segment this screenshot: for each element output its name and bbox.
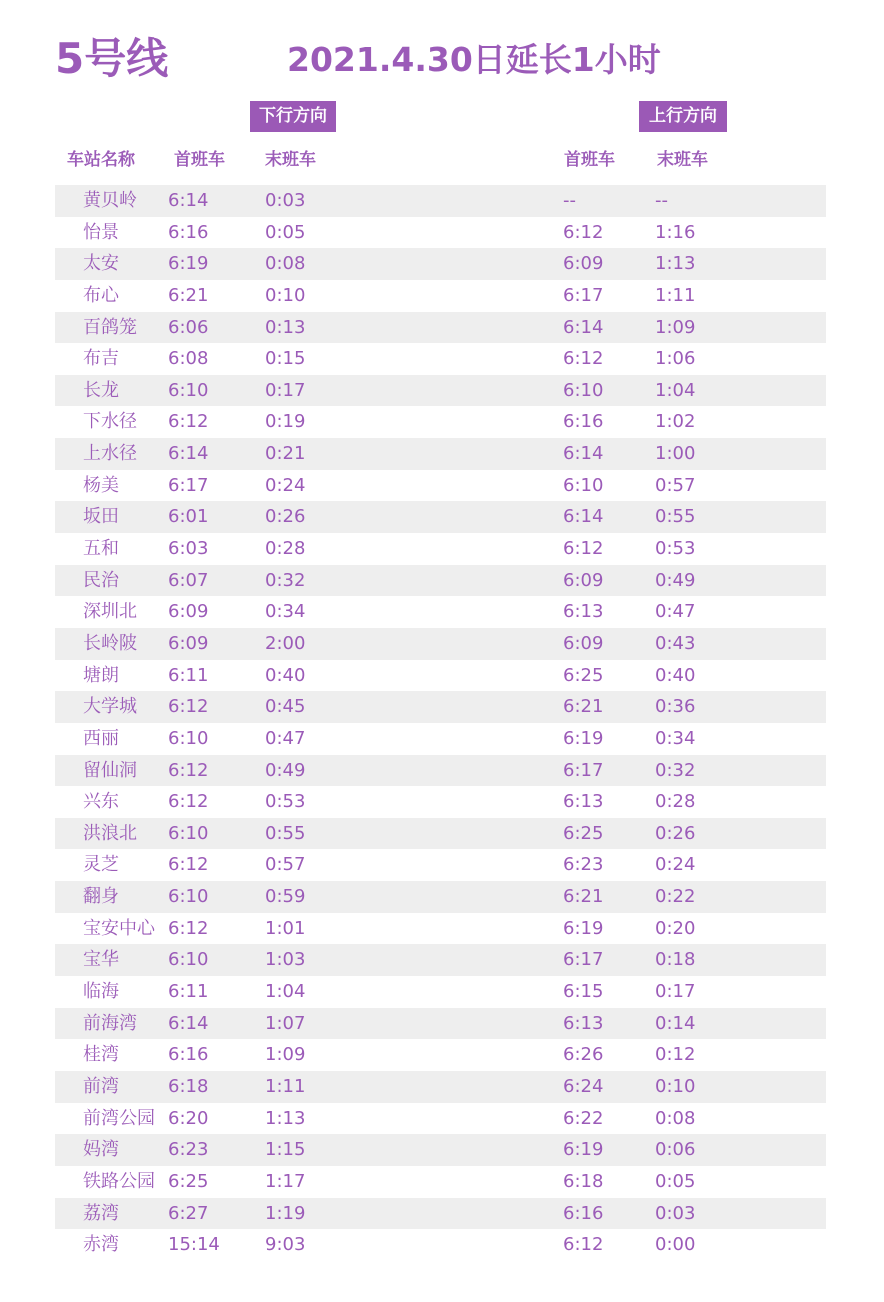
down-last-train-time: 0:13	[265, 316, 306, 338]
up-last-train-time: 0:34	[655, 727, 696, 749]
up-last-train-time: 0:06	[655, 1139, 696, 1161]
up-last-train-time: 1:06	[655, 348, 696, 370]
down-last-train-time: 1:19	[265, 1202, 306, 1224]
up-first-train-time: 6:25	[563, 664, 604, 686]
table-row	[55, 849, 826, 881]
down-first-train-time: 6:14	[168, 1012, 209, 1034]
station-name: 桂湾	[83, 1044, 119, 1066]
table-row	[55, 406, 826, 438]
up-last-train-time: 0:03	[655, 1202, 696, 1224]
up-first-train-time: 6:10	[563, 474, 604, 496]
up-first-train-time: 6:14	[563, 316, 604, 338]
up-first-train-time: 6:17	[563, 284, 604, 306]
up-first-train-time: 6:12	[563, 221, 604, 243]
up-last-train-time: 0:12	[655, 1044, 696, 1066]
station-name: 宝华	[83, 949, 119, 971]
down-last-train-time: 1:15	[265, 1139, 306, 1161]
up-last-train-time: 0:17	[655, 981, 696, 1003]
table-row	[55, 1103, 826, 1135]
up-first-train-time: 6:12	[563, 538, 604, 560]
table-row	[55, 913, 826, 945]
station-name: 怡景	[83, 221, 119, 243]
down-last-train-time: 0:49	[265, 759, 306, 781]
station-name: 兴东	[83, 791, 119, 813]
column-header-station: 车站名称	[67, 150, 135, 170]
up-last-train-time: 0:28	[655, 791, 696, 813]
timetable	[55, 185, 826, 1261]
up-first-train-time: 6:16	[563, 411, 604, 433]
up-last-train-time: 0:49	[655, 569, 696, 591]
station-name: 布吉	[83, 348, 119, 370]
down-last-train-time: 0:28	[265, 538, 306, 560]
up-last-train-time: --	[655, 190, 668, 211]
up-last-train-time: 0:05	[655, 1170, 696, 1192]
down-last-train-time: 0:24	[265, 474, 306, 496]
up-first-train-time: 6:26	[563, 1044, 604, 1066]
station-name: 临海	[83, 981, 119, 1003]
column-header-down-first-train: 首班车	[174, 150, 225, 170]
station-name: 铁路公园	[83, 1170, 155, 1192]
down-first-train-time: 6:27	[168, 1202, 209, 1224]
up-first-train-time: 6:25	[563, 822, 604, 844]
up-first-train-time: 6:16	[563, 1202, 604, 1224]
table-row	[55, 1071, 826, 1103]
up-last-train-time: 0:55	[655, 506, 696, 528]
down-direction-badge: 下行方向	[250, 101, 336, 132]
down-last-train-time: 0:17	[265, 379, 306, 401]
table-row	[55, 628, 826, 660]
up-first-train-time: 6:18	[563, 1170, 604, 1192]
station-name: 长龙	[83, 379, 119, 401]
up-first-train-time: 6:09	[563, 632, 604, 654]
down-first-train-time: 6:11	[168, 664, 209, 686]
station-name: 塘朗	[83, 664, 119, 686]
table-row	[55, 1198, 826, 1230]
up-last-train-time: 1:16	[655, 221, 696, 243]
up-first-train-time: 6:21	[563, 886, 604, 908]
down-first-train-time: 6:10	[168, 822, 209, 844]
column-header-up-first-train: 首班车	[564, 150, 615, 170]
station-name: 百鸽笼	[83, 316, 137, 338]
up-first-train-time: 6:12	[563, 348, 604, 370]
down-first-train-time: 15:14	[168, 1234, 220, 1256]
down-first-train-time: 6:19	[168, 253, 209, 275]
table-row	[55, 723, 826, 755]
down-first-train-time: 6:16	[168, 221, 209, 243]
down-last-train-time: 1:09	[265, 1044, 306, 1066]
table-row	[55, 1039, 826, 1071]
down-first-train-time: 6:20	[168, 1107, 209, 1129]
up-last-train-time: 0:43	[655, 632, 696, 654]
up-first-train-time: 6:14	[563, 443, 604, 465]
up-first-train-time: 6:17	[563, 949, 604, 971]
up-first-train-time: 6:09	[563, 253, 604, 275]
table-row	[55, 280, 826, 312]
station-name: 洪浪北	[83, 822, 137, 844]
down-first-train-time: 6:21	[168, 284, 209, 306]
table-row	[55, 565, 826, 597]
down-first-train-time: 6:12	[168, 917, 209, 939]
up-last-train-time: 0:22	[655, 886, 696, 908]
station-name: 荔湾	[83, 1202, 119, 1224]
up-first-train-time: 6:21	[563, 696, 604, 718]
down-first-train-time: 6:10	[168, 727, 209, 749]
table-row	[55, 343, 826, 375]
table-row	[55, 1229, 826, 1261]
up-first-train-time: 6:10	[563, 379, 604, 401]
station-name: 坂田	[83, 506, 119, 528]
down-last-train-time: 1:01	[265, 917, 306, 939]
down-last-train-time: 1:04	[265, 981, 306, 1003]
down-last-train-time: 1:13	[265, 1107, 306, 1129]
down-last-train-time: 0:21	[265, 443, 306, 465]
station-name: 太安	[83, 253, 119, 275]
down-first-train-time: 6:10	[168, 949, 209, 971]
station-name: 宝安中心	[83, 917, 155, 939]
up-first-train-time: 6:19	[563, 917, 604, 939]
up-first-train-time: 6:13	[563, 1012, 604, 1034]
down-last-train-time: 2:00	[265, 632, 306, 654]
down-first-train-time: 6:12	[168, 759, 209, 781]
down-last-train-time: 1:17	[265, 1170, 306, 1192]
up-first-train-time: 6:13	[563, 791, 604, 813]
station-name: 妈湾	[83, 1139, 119, 1161]
table-row	[55, 438, 826, 470]
down-first-train-time: 6:03	[168, 538, 209, 560]
up-first-train-time: 6:15	[563, 981, 604, 1003]
table-row	[55, 1166, 826, 1198]
station-name: 长岭陂	[83, 632, 137, 654]
down-first-train-time: 6:06	[168, 316, 209, 338]
station-name: 前海湾	[83, 1012, 137, 1034]
up-first-train-time: 6:09	[563, 569, 604, 591]
up-last-train-time: 1:09	[655, 316, 696, 338]
station-name: 前湾公园	[83, 1107, 155, 1129]
down-last-train-time: 1:11	[265, 1075, 306, 1097]
up-last-train-time: 1:00	[655, 443, 696, 465]
column-header-down-last-train: 末班车	[265, 150, 316, 170]
table-row	[55, 533, 826, 565]
down-last-train-time: 0:19	[265, 411, 306, 433]
up-last-train-time: 0:24	[655, 854, 696, 876]
down-first-train-time: 6:23	[168, 1139, 209, 1161]
up-last-train-time: 0:18	[655, 949, 696, 971]
up-last-train-time: 0:26	[655, 822, 696, 844]
station-name: 深圳北	[83, 601, 137, 623]
up-last-train-time: 0:47	[655, 601, 696, 623]
station-name: 布心	[83, 284, 119, 306]
up-last-train-time: 0:14	[655, 1012, 696, 1034]
up-first-train-time: 6:14	[563, 506, 604, 528]
down-first-train-time: 6:12	[168, 854, 209, 876]
up-first-train-time: 6:13	[563, 601, 604, 623]
table-row	[55, 470, 826, 502]
down-last-train-time: 0:34	[265, 601, 306, 623]
down-first-train-time: 6:09	[168, 601, 209, 623]
table-row	[55, 1134, 826, 1166]
up-first-train-time: 6:19	[563, 1139, 604, 1161]
table-row	[55, 818, 826, 850]
station-name: 五和	[83, 538, 119, 560]
station-name: 前湾	[83, 1075, 119, 1097]
table-row	[55, 755, 826, 787]
table-row	[55, 691, 826, 723]
down-first-train-time: 6:25	[168, 1170, 209, 1192]
up-last-train-time: 1:11	[655, 284, 696, 306]
station-name: 杨美	[83, 474, 119, 496]
down-first-train-time: 6:07	[168, 569, 209, 591]
station-name: 赤湾	[83, 1234, 119, 1256]
column-header-up-last-train: 末班车	[657, 150, 708, 170]
table-row	[55, 596, 826, 628]
down-first-train-time: 6:14	[168, 443, 209, 465]
down-first-train-time: 6:12	[168, 791, 209, 813]
up-last-train-time: 0:20	[655, 917, 696, 939]
up-first-train-time: 6:24	[563, 1075, 604, 1097]
down-first-train-time: 6:01	[168, 506, 209, 528]
down-first-train-time: 6:14	[168, 190, 209, 211]
down-last-train-time: 0:55	[265, 822, 306, 844]
down-last-train-time: 0:10	[265, 284, 306, 306]
table-row	[55, 786, 826, 818]
down-last-train-time: 0:15	[265, 348, 306, 370]
table-row	[55, 217, 826, 249]
down-first-train-time: 6:16	[168, 1044, 209, 1066]
station-name: 黄贝岭	[83, 190, 137, 211]
up-first-train-time: 6:22	[563, 1107, 604, 1129]
station-name: 留仙洞	[83, 759, 137, 781]
extension-notice: 2021.4.30日延长1小时	[287, 40, 661, 79]
up-last-train-time: 0:36	[655, 696, 696, 718]
down-last-train-time: 0:40	[265, 664, 306, 686]
up-last-train-time: 1:13	[655, 253, 696, 275]
down-last-train-time: 0:47	[265, 727, 306, 749]
down-last-train-time: 9:03	[265, 1234, 306, 1256]
station-name: 下水径	[83, 411, 137, 433]
down-first-train-time: 6:17	[168, 474, 209, 496]
down-last-train-time: 0:32	[265, 569, 306, 591]
station-name: 民治	[83, 569, 119, 591]
down-last-train-time: 0:57	[265, 854, 306, 876]
table-row	[55, 944, 826, 976]
station-name: 灵芝	[83, 854, 119, 876]
down-last-train-time: 0:05	[265, 221, 306, 243]
down-first-train-time: 6:09	[168, 632, 209, 654]
up-first-train-time: 6:19	[563, 727, 604, 749]
down-last-train-time: 0:03	[265, 190, 306, 211]
down-last-train-time: 1:07	[265, 1012, 306, 1034]
up-last-train-time: 0:00	[655, 1234, 696, 1256]
down-last-train-time: 1:03	[265, 949, 306, 971]
station-name: 翻身	[83, 886, 119, 908]
table-row	[55, 881, 826, 913]
up-first-train-time: 6:17	[563, 759, 604, 781]
up-last-train-time: 0:32	[655, 759, 696, 781]
down-first-train-time: 6:12	[168, 411, 209, 433]
table-row	[55, 976, 826, 1008]
down-first-train-time: 6:10	[168, 379, 209, 401]
down-last-train-time: 0:59	[265, 886, 306, 908]
down-last-train-time: 0:08	[265, 253, 306, 275]
up-last-train-time: 1:02	[655, 411, 696, 433]
down-last-train-time: 0:53	[265, 791, 306, 813]
down-first-train-time: 6:12	[168, 696, 209, 718]
table-row	[55, 1008, 826, 1040]
table-row	[55, 185, 826, 217]
up-first-train-time: 6:23	[563, 854, 604, 876]
up-last-train-time: 0:08	[655, 1107, 696, 1129]
down-first-train-time: 6:10	[168, 886, 209, 908]
up-last-train-time: 1:04	[655, 379, 696, 401]
up-last-train-time: 0:53	[655, 538, 696, 560]
up-first-train-time: 6:12	[563, 1234, 604, 1256]
down-first-train-time: 6:18	[168, 1075, 209, 1097]
table-row	[55, 660, 826, 692]
up-last-train-time: 0:40	[655, 664, 696, 686]
down-first-train-time: 6:11	[168, 981, 209, 1003]
down-first-train-time: 6:08	[168, 348, 209, 370]
table-row	[55, 312, 826, 344]
up-direction-badge: 上行方向	[639, 101, 727, 132]
up-last-train-time: 0:10	[655, 1075, 696, 1097]
table-row	[55, 248, 826, 280]
up-first-train-time: --	[563, 190, 576, 211]
station-name: 西丽	[83, 727, 119, 749]
line-title: 5号线	[55, 34, 169, 83]
station-name: 上水径	[83, 443, 137, 465]
station-name: 大学城	[83, 696, 137, 718]
table-row	[55, 501, 826, 533]
down-last-train-time: 0:45	[265, 696, 306, 718]
down-last-train-time: 0:26	[265, 506, 306, 528]
table-row	[55, 375, 826, 407]
up-last-train-time: 0:57	[655, 474, 696, 496]
